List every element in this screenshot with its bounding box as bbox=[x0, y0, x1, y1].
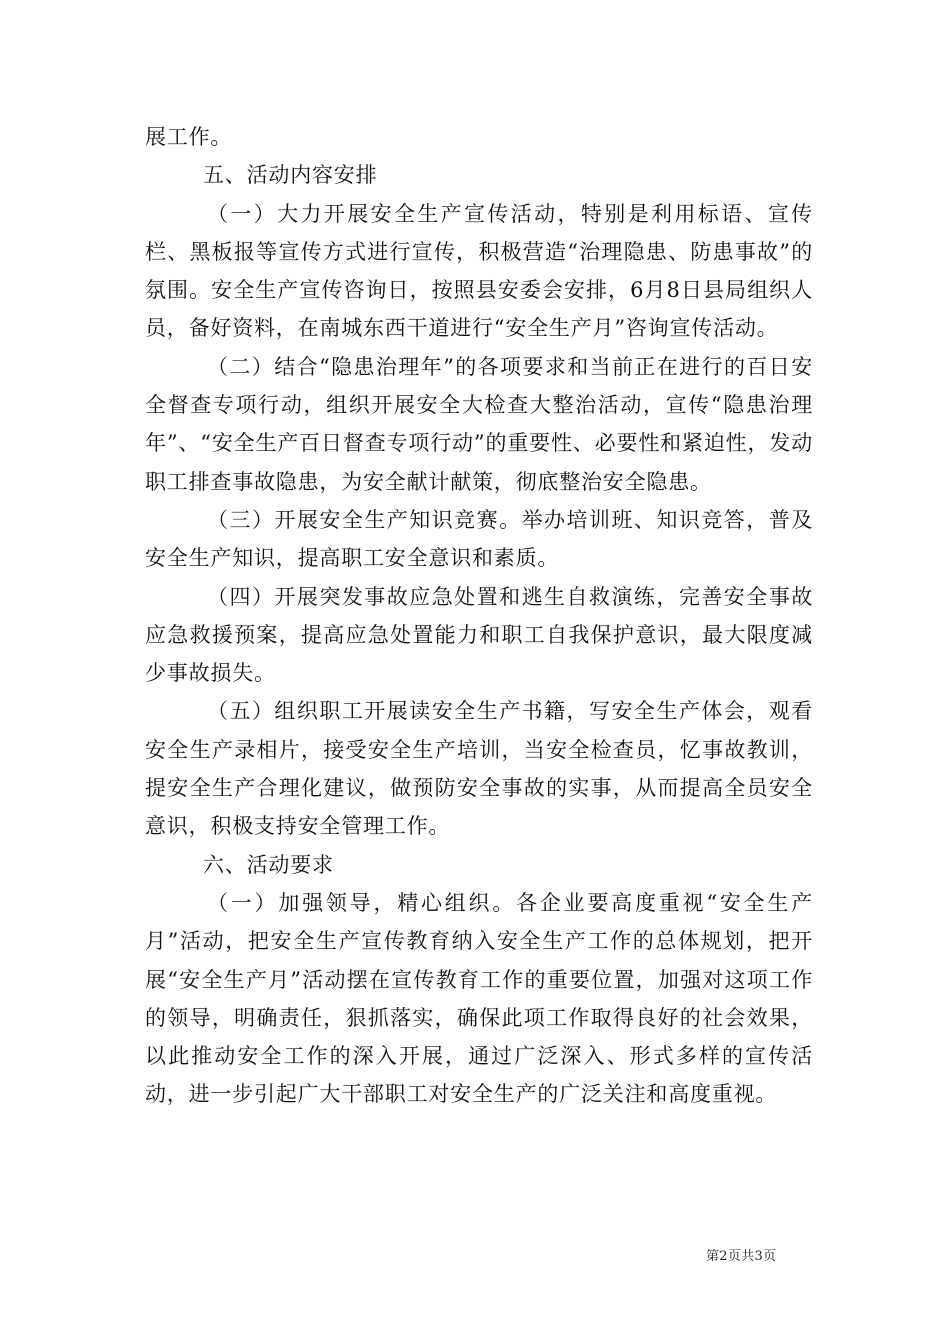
paragraph-item-5: （五）组织职工开展读安全生产书籍，写安全生产体会，观看安全生产录相片，接受安全生产培训，当安全检查员，忆事故教训，提安全生产合理化建议，做预防安全事故的实事，从而提高全员安全意识，积极支持安全管理工作。 bbox=[145, 699, 813, 839]
section-heading-activity-content: 五、活动内容安排 bbox=[203, 163, 378, 188]
paragraph-requirement-1: （一）加强领导，精心组织。各企业要高度重视“安全生产月”活动，把安全生产宣传教育纳入安全生产工作的总体规划，把开展“安全生产月”活动摆在宣传教育工作的重要位置，加强对这项工作的领导，明确责任，狠抓落实，确保此项工作取得良好的社会效果，以此推动安全工作的深入开展，通过广泛深入、形式多样的宣传活动，进一步引起广大干部职工对安全生产的广泛关注和高度重视。 bbox=[145, 890, 813, 1107]
paragraph-item-4: （四）开展突发事故应急处置和逃生自救演练，完善安全事故应急救援预案，提高应急处置能力和职工自我保护意识，最大限度减少事故损失。 bbox=[145, 584, 813, 686]
page-number-footer: 第2页共3页 bbox=[706, 1249, 777, 1264]
document-body bbox=[145, 118, 813, 1114]
section-heading-activity-requirements: 六、活动要求 bbox=[203, 852, 334, 877]
paragraph-item-1: （一）大力开展安全生产宣传活动，特别是利用标语、宣传栏、黑板报等宣传方式进行宣传，积极营造“治理隐患、防患事故”的氛围。安全生产宣传咨询日，按照县安委会安排，6月8日县局组织人员，备好资料，在南城东西干道进行“安全生产月”咨询宣传活动。 bbox=[145, 201, 813, 341]
paragraph-continuation: 展工作。 bbox=[145, 125, 233, 149]
paragraph-item-2: （二）结合“隐患治理年”的各项要求和当前正在进行的百日安全督查专项行动，组织开展安全大检查大整治活动，宣传“隐患治理年”、“安全生产百日督查专项行动”的重要性、必要性和紧迫性，发动职工排查事故隐患，为安全献计献策，彻底整治安全隐患。 bbox=[145, 354, 813, 494]
paragraph-item-3: （三）开展安全生产知识竞赛。举办培训班、知识竞答，普及安全生产知识，提高职工安全意识和素质。 bbox=[145, 507, 813, 571]
